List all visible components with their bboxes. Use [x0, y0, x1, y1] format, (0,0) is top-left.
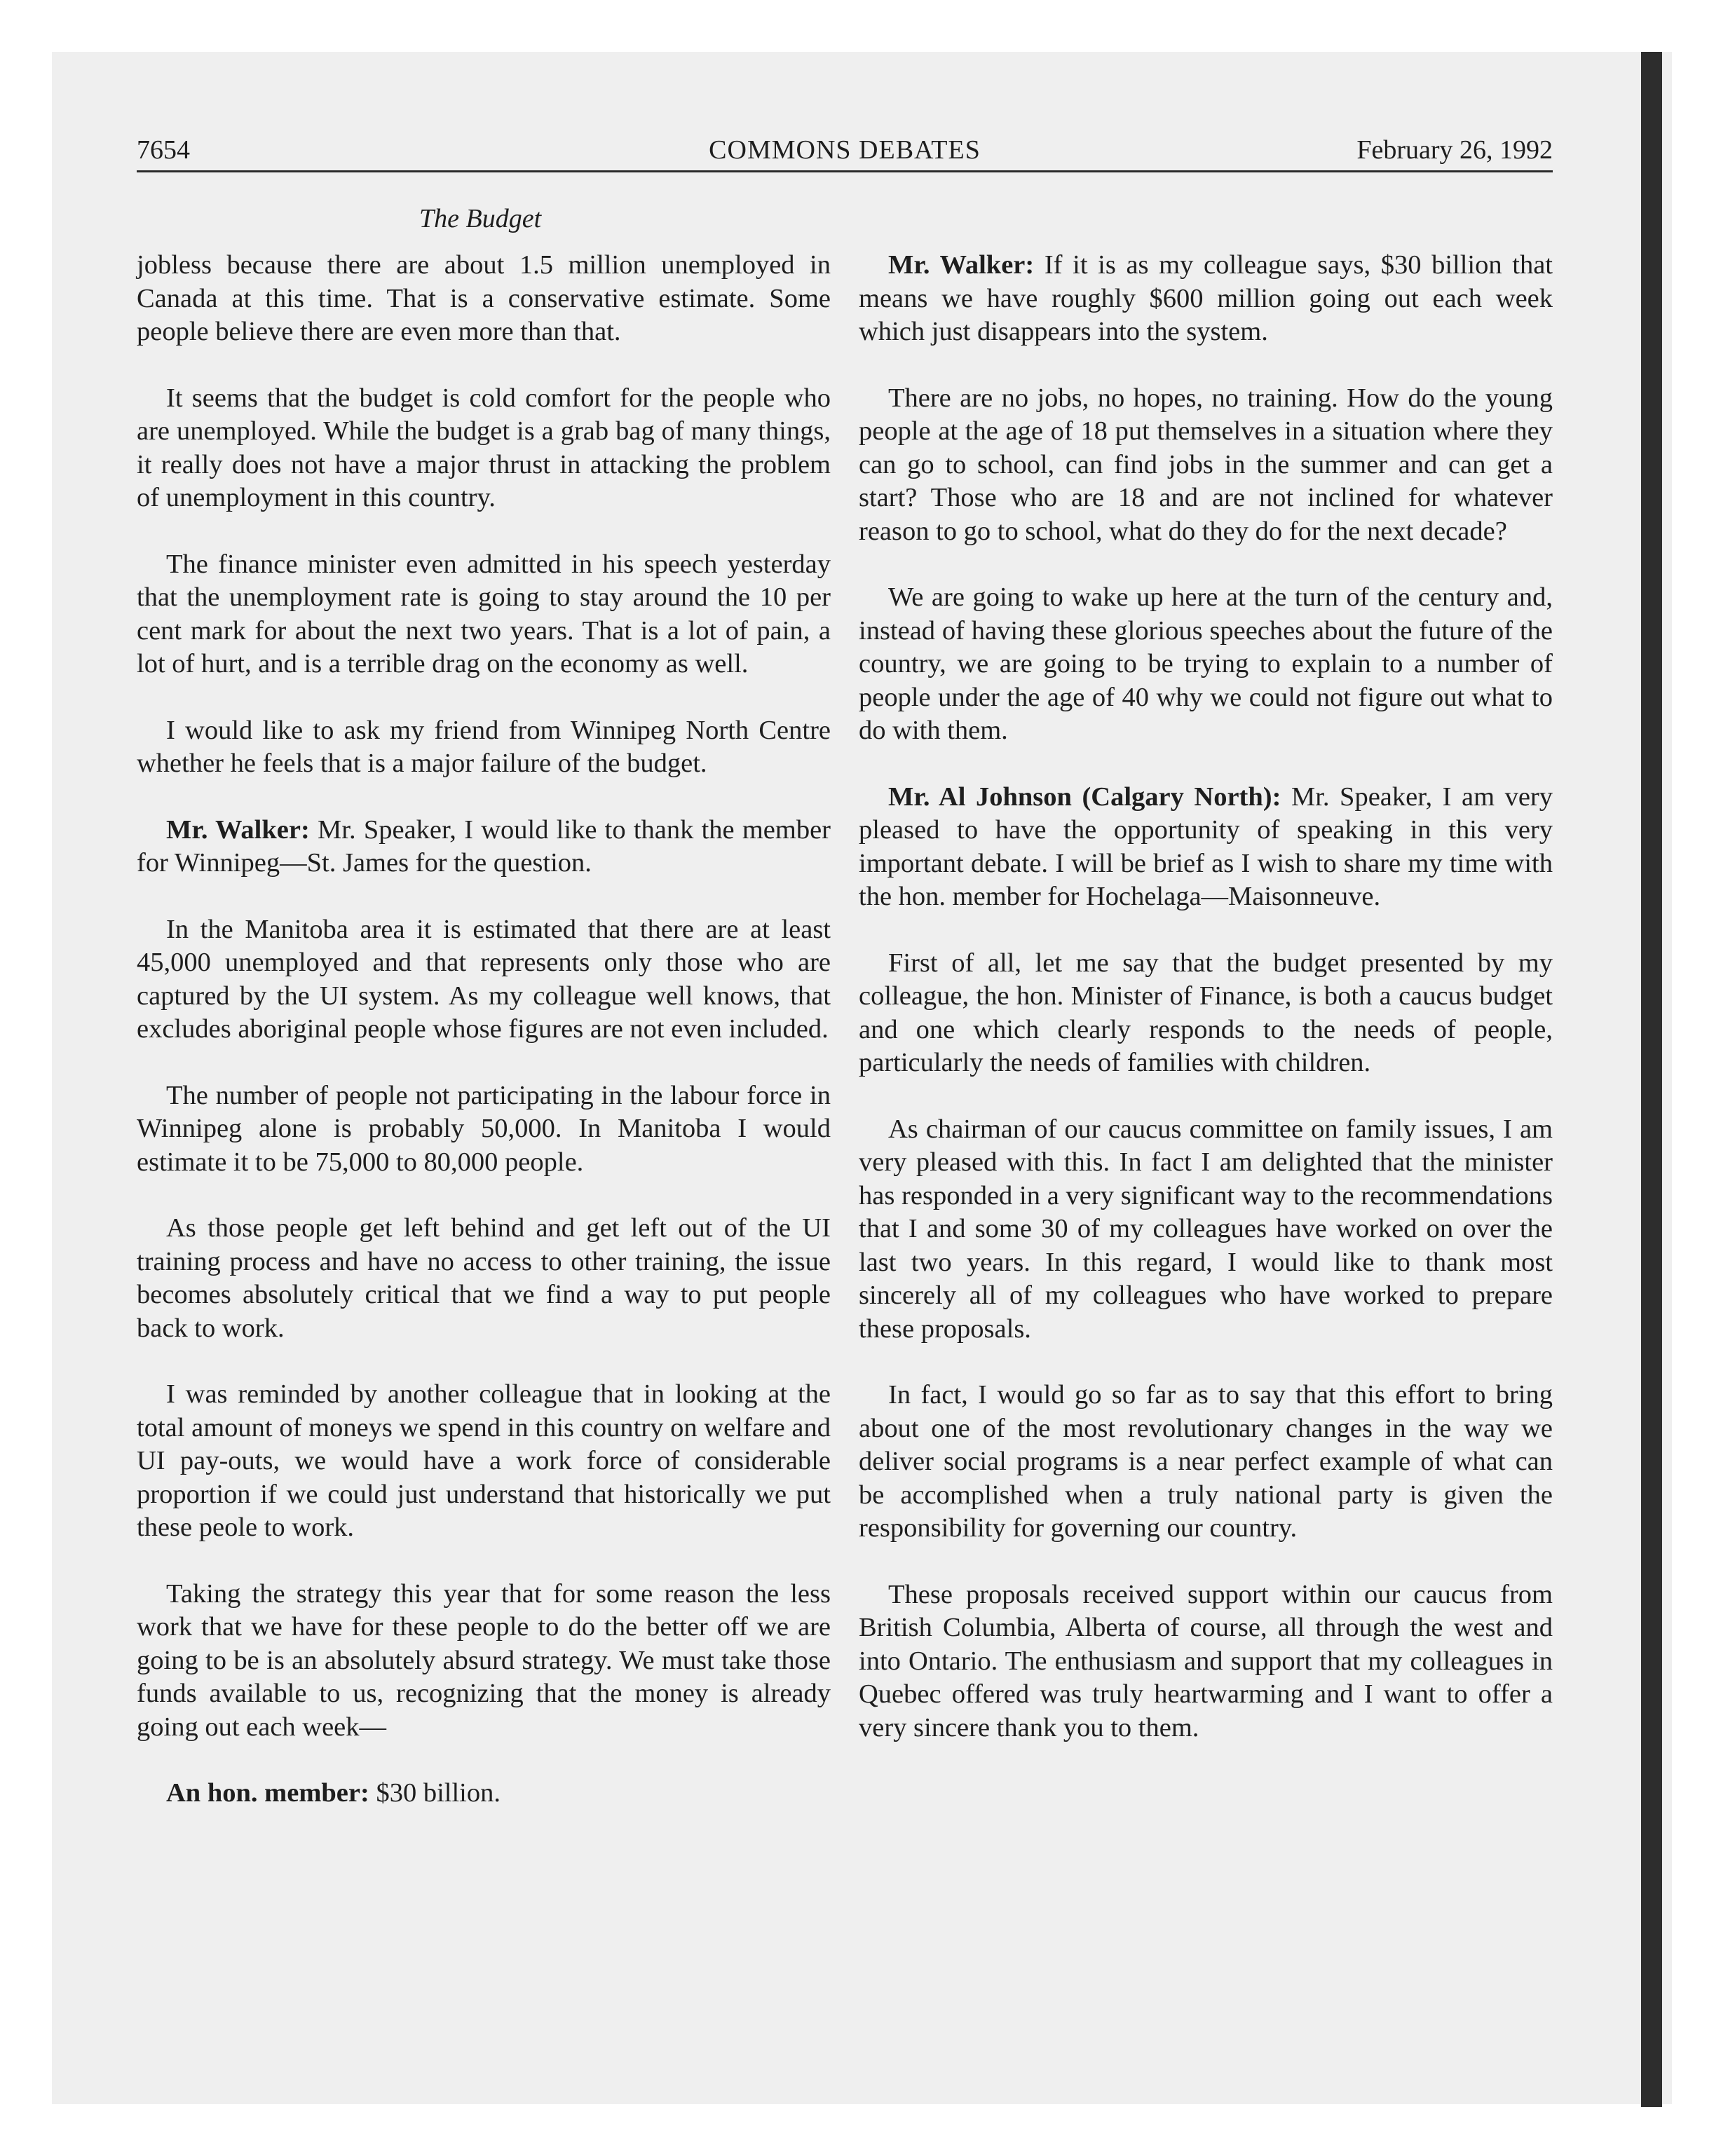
speaker-name: Mr. Walker: [166, 814, 310, 845]
header-rule [137, 170, 1553, 172]
paragraph-text: Taking the strategy this year that for some reason the less work that we have for these people to do the better off we are going to be is an absolutely absurd strategy. We must take those funds available to us, recognizing that the money is already going out each week— [137, 1578, 831, 1742]
paragraph [137, 249, 831, 349]
speaker-name: Mr. Walker: [888, 250, 1035, 280]
paragraph [859, 781, 1553, 914]
paragraph [859, 947, 1553, 1080]
paragraph-text: These proposals received support within our caucus from British Columbia, Alberta of course, all through the west and into Ontario. The enthusiasm and support that my colleagues in Quebec offered was truly heartwarming and I want to offer a very sincere thank you to them. [859, 1579, 1553, 1742]
page-number: 7654 [137, 135, 190, 165]
speaker-name: Mr. Al Johnson (Calgary North): [888, 782, 1281, 812]
paragraph-text: As those people get left behind and get left out of the UI training process and have no access to other training, the issue becomes absolutely critical that we find a way to put people back to work. [137, 1213, 831, 1343]
scan-edge-shadow [1641, 52, 1662, 2107]
paragraph [137, 1777, 831, 1810]
paragraph [137, 1212, 831, 1345]
paragraph-text: We are going to wake up here at the turn of the century and, instead of having these glorious speeches about the future of the country, we are going to be trying to explain to a number of people under the age of 40 why we could not figure out what to do with them. [859, 582, 1553, 745]
paragraph-text: The number of people not participating in the labour force in Winnipeg alone is probably 50,000. In Manitoba I would estimate it to be 75,000 to 80,000 people. [137, 1080, 831, 1177]
paragraph-text: jobless because there are about 1.5 million unemployed in Canada at this time. That is a conservative estimate. Some people believe there are even more than that. [137, 250, 831, 346]
paragraph [859, 1379, 1553, 1546]
paragraph-text: There are no jobs, no hopes, no training. How do the young people at the age of 18 put themselves in a situation where they can go to school, can find jobs in the summer and can get a start? Those who are 18 and are not inclined for whatever reason to go to school, what do they do for the next decade? [859, 383, 1553, 546]
paragraph-text: It seems that the budget is cold comfort for the people who are unemployed. While the budget is a grab bag of many things, it really does not have a major thrust in attacking the problem of unemployment in this country. [137, 383, 831, 512]
section-title: The Budget [419, 204, 542, 233]
paragraph-text: First of all, let me say that the budget presented by my colleague, the hon. Minister of Finance, is both a caucus budget and one which clearly responds to the needs of people, particularly the needs of families with children. [859, 948, 1553, 1077]
paragraph-text: In the Manitoba area it is estimated that there are at least 45,000 unemployed and that represents only those who are captured by the UI system. As my colleague well knows, that excludes aboriginal people whose figures are not even included. [137, 914, 831, 1044]
paragraph [859, 581, 1553, 748]
paragraph [859, 1113, 1553, 1346]
paragraph-text: The finance minister even admitted in his speech yesterday that the unemployment rate is going to stay around the 10 per cent mark for about the next two years. That is a lot of pain, a lot of hurt, and is a terrible drag on the economy as well. [137, 549, 831, 678]
page-header [137, 130, 1553, 170]
paragraph [137, 548, 831, 681]
paragraph-text: I was reminded by another colleague that in looking at the total amount of moneys we spend in this country on welfare and UI pay-outs, we would have a work force of considerable proportion if we could just understand that historically we put these peole to work. [137, 1379, 831, 1542]
paragraph [137, 1578, 831, 1745]
paragraph [137, 913, 831, 1046]
paragraph-text: Mr. Speaker, I would like to thank the member for Winnipeg—St. James for the question. [137, 814, 831, 878]
paragraph-text: In fact, I would go so far as to say that this effort to bring about one of the most revolutionary changes in the way we deliver social programs is a near perfect example of what can be accomplished when a truly national party is given the responsibility for governing our country. [859, 1380, 1553, 1543]
paragraph-text: As chairman of our caucus committee on family issues, I am very pleased with this. In fact I am delighted that the minister has responded in a very significant way to the recommendations that I and some 30 of my colleagues have worked on over the last two years. In this regard, I would like to thank most sincerely all of my colleagues who have worked to prepare these proposals. [859, 1114, 1553, 1344]
paragraph [859, 1578, 1553, 1745]
paragraph [137, 1079, 831, 1180]
right-column [859, 249, 1553, 1778]
paragraph-text: Mr. Speaker, I am very pleased to have the opportunity of speaking in this very important debate. I will be brief as I wish to share my time with the hon. member for Hochelaga—Maisonneuve. [859, 782, 1553, 911]
paragraph [859, 382, 1553, 549]
paragraph [137, 382, 831, 515]
paragraph-text: If it is as my colleague says, $30 billion that means we have roughly $600 million going out each week which just disappears into the system. [859, 250, 1553, 346]
paragraph [137, 1378, 831, 1545]
paragraph [859, 249, 1553, 349]
publication-title: COMMONS DEBATES [709, 135, 981, 165]
left-column [137, 249, 831, 1843]
paragraph [137, 814, 831, 880]
paragraph [137, 714, 831, 781]
paragraph-text: $30 billion. [376, 1778, 501, 1808]
page-date: February 26, 1992 [1356, 135, 1553, 165]
paragraph-text: I would like to ask my friend from Winnipeg North Centre whether he feels that is a major failure of the budget. [137, 715, 831, 778]
speaker-name: An hon. member: [166, 1778, 369, 1808]
